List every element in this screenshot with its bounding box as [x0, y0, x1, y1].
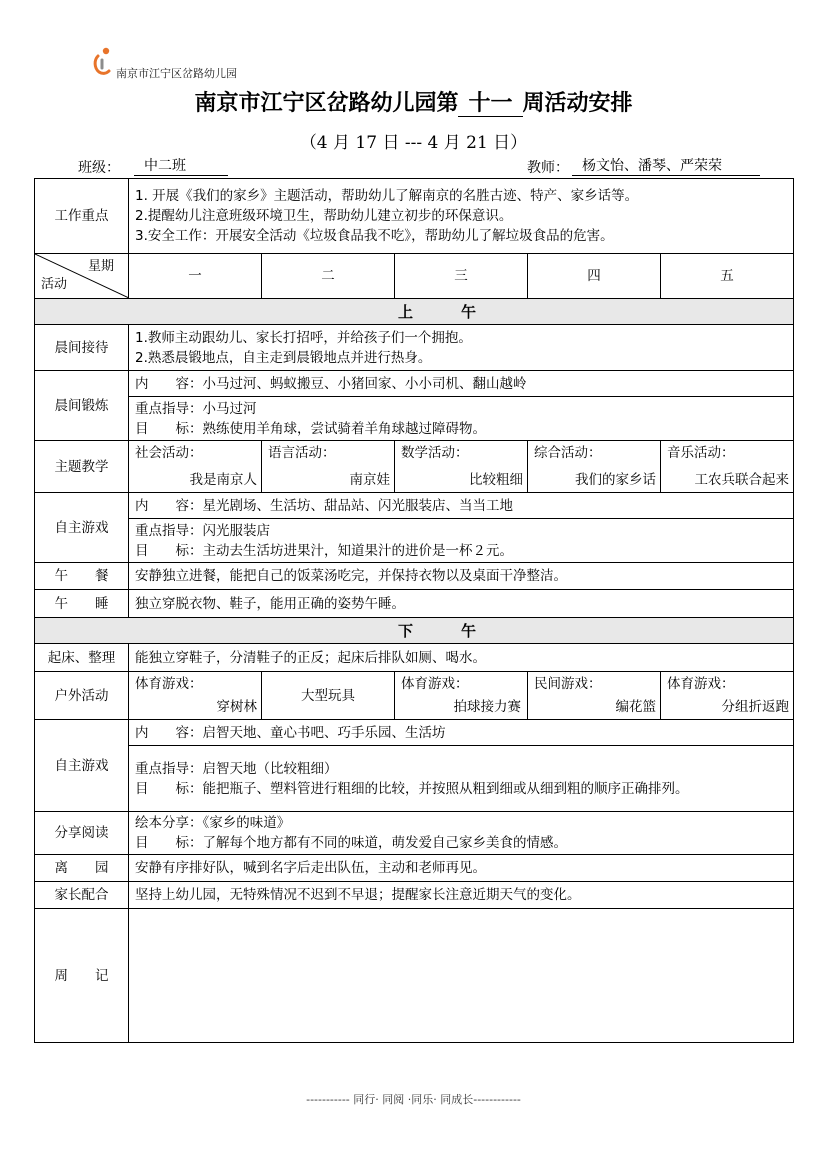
title-suffix: 周活动安排: [522, 90, 633, 116]
theme-activity-tue: [262, 441, 395, 493]
free-play-goal: 目 标：能把瓶子、塑料管进行粗细的比较，并按照从粗到细或从细到粗的顺序正确排列。: [135, 780, 689, 797]
afternoon-free-play-detail-row: [35, 746, 794, 812]
parents-row: [35, 882, 794, 909]
section-char: 下: [397, 621, 414, 640]
morning-exercise-detail-row: [35, 397, 794, 441]
weekly-notes-row: [35, 909, 794, 1043]
activity-name: 我们的家乡话: [575, 472, 656, 488]
exercise-goal: 目 标：熟练使用羊角球，尝试骑着羊角球越过障碍物。: [135, 420, 486, 437]
nap-text: 独立穿脱衣物、鞋子，能用正确的姿势午睡。: [129, 590, 794, 618]
work-focus-line: 2.提醒幼儿注意班级环境卫生，帮助幼儿建立初步的环保意识。: [135, 208, 513, 224]
activity-type: 音乐活动：: [667, 445, 735, 461]
work-focus-content: [129, 179, 794, 254]
outdoor-activity-mon: [129, 672, 262, 720]
activity-type: 语言活动：: [268, 445, 336, 461]
wakeup-row: [35, 644, 794, 672]
kindergarten-logo-icon: [92, 46, 116, 76]
afternoon-section-header: [35, 618, 794, 644]
theme-activity-fri: [661, 441, 794, 493]
morning-exercise-row: [35, 371, 794, 397]
weekday-header-row: [35, 254, 794, 299]
free-play-focus: 重点指导：闪光服装店: [135, 522, 270, 539]
afternoon-free-play-label: 自主游戏: [35, 720, 129, 812]
reading-label: 分享阅读: [35, 812, 129, 855]
parents-label: 家长配合: [35, 882, 129, 909]
leave-label: 离 园: [35, 855, 129, 882]
lunch-text: 安静独立进餐，能把自己的饭菜汤吃完，并保持衣物以及桌面干净整洁。: [129, 563, 794, 590]
activity-type: 社会活动：: [135, 445, 203, 461]
theme-activity-thu: [528, 441, 661, 493]
afternoon-free-play-row: [35, 720, 794, 746]
morning-free-play-label: 自主游戏: [35, 493, 129, 563]
work-focus-line: 1. 开展《我们的家乡》主题活动，帮助幼儿了解南京的名胜古迹、特产、家乡话等。: [135, 188, 639, 204]
activity-name: 分组折返跑: [721, 699, 789, 715]
schedule-table: [34, 178, 794, 1043]
morning-free-play-detail-row: [35, 519, 794, 563]
greeting-line: 1.教师主动跟幼儿、家长打招呼，并给孩子们一个拥抱。: [135, 329, 472, 346]
corner-weekday-label: 星期: [87, 259, 114, 274]
morning-section-row: [35, 299, 794, 325]
weekday-tue: 二: [262, 254, 395, 299]
morning-exercise-label: 晨间锻炼: [35, 371, 129, 441]
work-focus-label: 工作重点: [35, 179, 129, 254]
weekday-fri: 五: [661, 254, 794, 299]
activity-name: 拍球接力赛: [453, 699, 521, 715]
weekly-notes-content[interactable]: [129, 909, 794, 1043]
weekday-wed: 三: [395, 254, 528, 299]
footer-slogan: ----------- 同行· 同阅 ·同乐· 同成长------------: [306, 1093, 521, 1106]
afternoon-free-play-detail: [129, 746, 794, 812]
activity-name: 比较粗细: [469, 472, 523, 488]
section-char: 午: [460, 621, 477, 640]
morning-free-play-content: 内 容：星光剧场、生活坊、甜品站、闪光服装店、当当工地: [129, 493, 794, 519]
nap-row: [35, 590, 794, 618]
activity-name: 穿树林: [216, 699, 257, 715]
leave-text: 安静有序排好队，喊到名字后走出队伍，主动和老师再见。: [129, 855, 794, 882]
outdoor-label: 户外活动: [35, 672, 129, 720]
weekday-corner-cell: [35, 254, 129, 299]
theme-activity-wed: [395, 441, 528, 493]
weekly-notes-label: 周 记: [35, 909, 129, 1043]
free-play-focus: 重点指导：启智天地（比较粗细）: [135, 760, 338, 777]
activity-type: 体育游戏：: [401, 676, 469, 692]
activity-type: 体育游戏：: [667, 676, 735, 692]
work-focus-row: [35, 179, 794, 254]
week-number: 十一: [458, 91, 522, 117]
outdoor-row: [35, 672, 794, 720]
class-value: 中二班: [134, 157, 228, 176]
parents-text: 坚持上幼儿园，无特殊情况不迟到不早退；提醒家长注意近期天气的变化。: [129, 882, 794, 909]
teacher-value: 杨文怡、潘琴、严荣荣: [572, 157, 760, 176]
reading-goal: 目 标：了解每个地方都有不同的味道，萌发爱自己家乡美食的情感。: [135, 835, 567, 851]
corner-activity-label: 活动: [41, 277, 68, 292]
work-focus-line: 3.安全工作：开展安全活动《垃圾食品我不吃》，帮助幼儿了解垃圾食品的危害。: [135, 228, 614, 244]
lunch-label: 午 餐: [35, 563, 129, 590]
nap-label: 午 睡: [35, 590, 129, 618]
afternoon-section-row: [35, 618, 794, 644]
activity-name: 我是南京人: [189, 472, 257, 488]
activity-type: 综合活动：: [534, 445, 602, 461]
morning-section-header: [35, 299, 794, 325]
outdoor-activity-fri: [661, 672, 794, 720]
activity-type: 民间游戏：: [534, 676, 602, 692]
page-title: [0, 86, 827, 117]
morning-exercise-content: 内 容：小马过河、蚂蚁搬豆、小猪回家、小小司机、翻山越岭: [129, 371, 794, 397]
weekday-mon: 一: [129, 254, 262, 299]
afternoon-free-play-content: 内 容：启智天地、童心书吧、巧手乐园、生活坊: [129, 720, 794, 746]
reading-book: 绘本分享：《家乡的味道》: [135, 815, 291, 831]
reading-content: [129, 812, 794, 855]
lunch-row: [35, 563, 794, 590]
weekday-thu: 四: [528, 254, 661, 299]
morning-free-play-row: [35, 493, 794, 519]
outdoor-activity-wed: [395, 672, 528, 720]
title-prefix: 南京市江宁区岔路幼儿园第: [194, 90, 459, 116]
reading-row: [35, 812, 794, 855]
morning-exercise-detail: [129, 397, 794, 441]
activity-name: 编花篮: [615, 699, 656, 715]
theme-teaching-row: [35, 441, 794, 493]
activity-type: 数学活动：: [401, 445, 469, 461]
class-label: 班级：: [78, 160, 120, 176]
leave-row: [35, 855, 794, 882]
wakeup-text: 能独立穿鞋子，分清鞋子的正反；起床后排队如厕、喝水。: [129, 644, 794, 672]
section-char: 午: [460, 302, 477, 321]
teacher-label: 教师：: [527, 160, 569, 176]
section-char: 上: [397, 302, 414, 321]
free-play-goal: 目 标：主动去生活坊进果汁，知道果汁的进价是一杯２元。: [135, 542, 513, 559]
activity-name: 南京娃: [349, 472, 390, 488]
activity-type: 体育游戏：: [135, 676, 203, 692]
wakeup-label: 起床、整理: [35, 644, 129, 672]
morning-greeting-label: 晨间接待: [35, 325, 129, 371]
outdoor-activity-tue: 大型玩具: [262, 672, 395, 720]
exercise-focus: 重点指导：小马过河: [135, 400, 257, 417]
theme-activity-mon: [129, 441, 262, 493]
theme-teaching-label: 主题教学: [35, 441, 129, 493]
activity-name: 工农兵联合起来: [694, 472, 789, 488]
date-range: （4 月 17 日 --- 4 月 21 日）: [299, 133, 528, 153]
morning-free-play-detail: [129, 519, 794, 563]
morning-greeting-content: [129, 325, 794, 371]
logo-text: 南京市江宁区岔路幼儿园: [116, 67, 237, 80]
greeting-line: 2.熟悉晨锻地点，自主走到晨锻地点并进行热身。: [135, 349, 432, 366]
morning-greeting-row: [35, 325, 794, 371]
outdoor-activity-thu: [528, 672, 661, 720]
